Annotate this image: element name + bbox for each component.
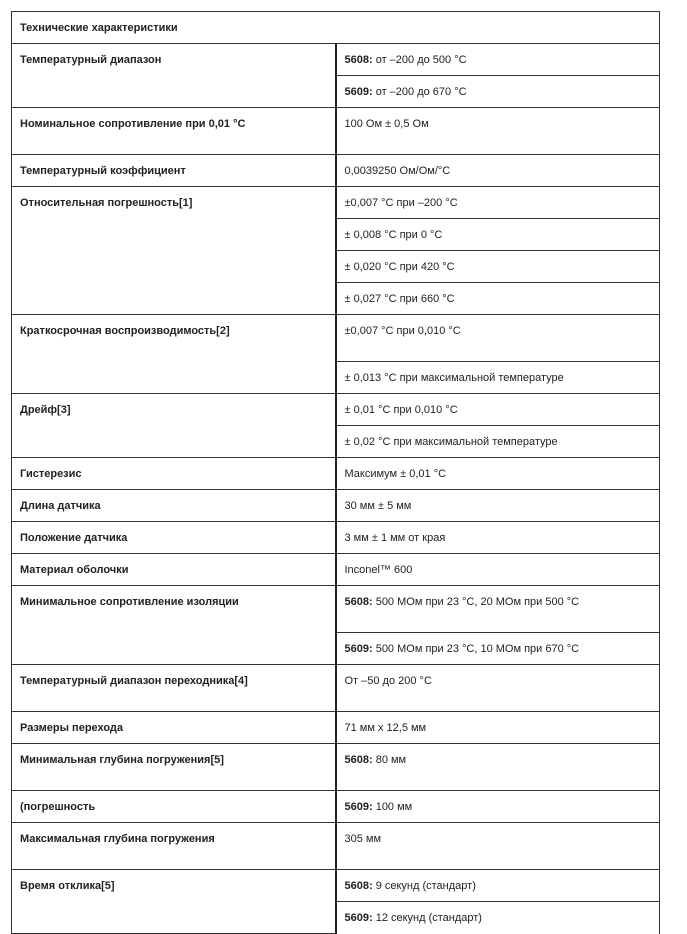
model-number: 5608:	[344, 596, 373, 608]
table-row	[12, 870, 660, 902]
value-text: От –50 до 200 °C	[344, 675, 432, 687]
value-text: 305 мм	[344, 833, 382, 845]
model-number: 5609:	[344, 643, 373, 655]
spec-value	[336, 283, 660, 315]
spec-value	[336, 426, 660, 458]
spec-value	[336, 586, 660, 633]
value-text: 80 мм	[372, 754, 407, 766]
table-row	[12, 458, 660, 490]
value-text: ± 0,01 °C при 0,010 °C	[344, 404, 458, 416]
spec-value	[336, 155, 660, 187]
value-text: 71 мм x 12,5 мм	[344, 722, 427, 734]
value-text: 30 мм ± 5 мм	[344, 500, 412, 512]
value-text: 3 мм ± 1 мм от края	[344, 532, 446, 544]
model-number: 5609:	[344, 801, 373, 813]
spec-label: Материал оболочки	[12, 554, 336, 586]
spec-value	[336, 251, 660, 283]
value-text: ± 0,027 °C при 660 °C	[344, 293, 455, 305]
model-number: 5609:	[344, 912, 373, 924]
value-text: 0,0039250 Ом/Ом/°C	[344, 165, 451, 177]
value-text: ± 0,020 °C при 420 °C	[344, 261, 455, 273]
spec-table	[11, 11, 660, 934]
spec-value	[336, 870, 660, 902]
spec-label: Длина датчика	[12, 490, 336, 522]
value-text: 12 секунд (стандарт)	[372, 912, 482, 924]
spec-value	[336, 791, 660, 823]
spec-label: Температурный коэффициент	[12, 155, 336, 187]
value-text: ±0,007 °C при 0,010 °C	[344, 325, 461, 337]
table-row	[12, 187, 660, 219]
spec-value	[336, 522, 660, 554]
spec-label: Номинальное сопротивление при 0,01 °C	[12, 108, 336, 155]
model-number: 5608:	[344, 880, 373, 892]
spec-label: Время отклика[5]	[12, 870, 336, 934]
spec-value	[336, 633, 660, 665]
value-text: 100 мм	[372, 801, 413, 813]
table-row	[12, 490, 660, 522]
table-row	[12, 522, 660, 554]
spec-value	[336, 44, 660, 76]
spec-value	[336, 554, 660, 586]
spec-value	[336, 665, 660, 712]
table-header: Технические характеристики	[12, 12, 660, 44]
value-text: от –200 до 670 °C	[372, 86, 467, 98]
value-text: ± 0,013 °C при максимальной температуре	[344, 372, 564, 384]
spec-label: (погрешность	[12, 791, 336, 823]
spec-label: Максимальная глубина погружения	[12, 823, 336, 870]
table-row	[12, 315, 660, 362]
model-number: 5608:	[344, 54, 373, 66]
table-row	[12, 744, 660, 791]
spec-value	[336, 744, 660, 791]
spec-value	[336, 108, 660, 155]
table-row	[12, 554, 660, 586]
value-text: ± 0,02 °C при максимальной температуре	[344, 436, 558, 448]
value-text: Максимум ± 0,01 °C	[344, 468, 447, 480]
spec-value	[336, 823, 660, 870]
table-row	[12, 791, 660, 823]
spec-value	[336, 219, 660, 251]
value-text: 500 МОм при 23 °C, 10 МОм при 670 °C	[372, 643, 580, 655]
value-text: 100 Ом ± 0,5 Ом	[344, 118, 429, 130]
table-row	[12, 586, 660, 633]
spec-value	[336, 76, 660, 108]
table-row	[12, 665, 660, 712]
spec-label: Температурный диапазон	[12, 44, 336, 108]
spec-label: Минимальная глубина погружения[5]	[12, 744, 336, 791]
spec-value	[336, 315, 660, 362]
spec-label: Температурный диапазон переходника[4]	[12, 665, 336, 712]
table-row	[12, 823, 660, 870]
spec-label: Гистерезис	[12, 458, 336, 490]
table-row	[12, 712, 660, 744]
table-row	[12, 108, 660, 155]
model-number: 5609:	[344, 86, 373, 98]
value-text: от –200 до 500 °C	[372, 54, 467, 66]
spec-table-body	[12, 44, 660, 934]
spec-value	[336, 490, 660, 522]
value-text: Inconel™ 600	[344, 564, 413, 576]
table-row	[12, 44, 660, 76]
value-text: 500 МОм при 23 °C, 20 МОм при 500 °C	[372, 596, 580, 608]
spec-label: Минимальное сопротивление изоляции	[12, 586, 336, 665]
model-number: 5608:	[344, 754, 373, 766]
spec-value	[336, 187, 660, 219]
table-row	[12, 394, 660, 426]
table-row	[12, 155, 660, 187]
value-text: 9 секунд (стандарт)	[372, 880, 476, 892]
spec-value	[336, 712, 660, 744]
spec-value	[336, 458, 660, 490]
value-text: ±0,007 °C при –200 °C	[344, 197, 458, 209]
spec-value	[336, 394, 660, 426]
spec-label: Размеры перехода	[12, 712, 336, 744]
value-text: ± 0,008 °C при 0 °C	[344, 229, 443, 241]
spec-label: Положение датчика	[12, 522, 336, 554]
spec-label: Относительная погрешность[1]	[12, 187, 336, 315]
spec-label: Дрейф[3]	[12, 394, 336, 458]
spec-label: Краткосрочная воспроизводимость[2]	[12, 315, 336, 394]
spec-value	[336, 362, 660, 394]
